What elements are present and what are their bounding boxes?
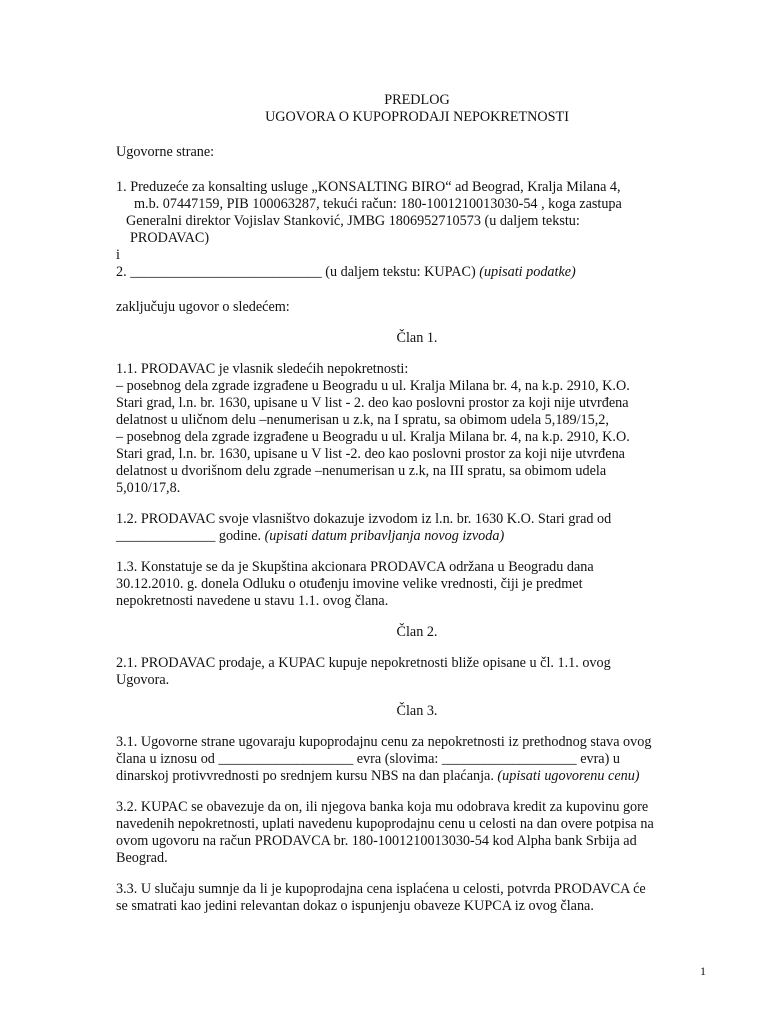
paragraph-1-3: [116, 559, 718, 610]
paragraph-3-3: [116, 881, 718, 915]
paragraph-line: 3.2. KUPAC se obavezuje da on, ili njegova banka koja mu odobrava kredit za kupovinu gore: [116, 799, 649, 815]
paragraph-line: – posebnog dela zgrade izgrađene u Beogradu u ul. Kralja Milana br. 4, na k.p. 2910, K.O.: [116, 378, 630, 394]
contract-body: [116, 92, 718, 915]
buyer-line: 2. ___________________________ (u daljem tekstu: KUPAC): [116, 264, 480, 280]
document-title-line2: UGOVORA O KUPOPRODAJI NEPOKRETNOSTI: [265, 109, 569, 125]
paragraph-line: 2.1. PRODAVAC prodaje, a KUPAC kupuje nepokretnosti bliže opisane u čl. 1.1. ovog: [116, 655, 611, 671]
paragraph-line: delatnost u uličnom delu –nenumerisan u z.k, na I spratu, sa obimom udela 5,189/15,2,: [116, 412, 609, 428]
paragraph-line: [116, 768, 718, 785]
paragraph-line: 1.3. Konstatuje se da je Skupština akcionara PRODAVCA održana u Beogradu dana: [116, 559, 594, 575]
paragraph-line: Stari grad, l.n. br. 1630, upisane u V list - 2. deo kao poslovni prostor za koji nije utvrđena: [116, 395, 629, 411]
paragraph-line: 30.12.2010. g. donela Odluku o otuđenju imovine velike vrednosti, čiji je predmet: [116, 576, 583, 592]
buyer-party: [116, 264, 718, 281]
paragraph-line: navedenih nepokretnosti, uplati navedenu kupoprodajnu cenu u celosti na dan overe potpisa na: [116, 816, 654, 832]
paragraph-line: – posebnog dela zgrade izgrađene u Beogradu u ul. Kralja Milana br. 4, na k.p. 2910, K.O.: [116, 429, 630, 445]
seller-line: PRODAVAC): [130, 230, 210, 246]
price-line: dinarskoj protivvrednosti po srednjem kursu NBS na dan plaćanja.: [116, 768, 498, 784]
paragraph-line: delatnost u dvorišnom delu zgrade –nenumerisan u z.k, na III spratu, sa obimom udela: [116, 463, 607, 479]
seller-party: [116, 179, 718, 247]
page-number: 1: [700, 964, 706, 978]
paragraph-line: Beograd.: [116, 850, 168, 866]
article-1-heading: Član 1.: [396, 330, 438, 346]
article-2-heading: Član 2.: [396, 624, 438, 640]
date-note: (upisati datum pribavljanja novog izvoda): [264, 528, 505, 544]
paragraph-line: Stari grad, l.n. br. 1630, upisane u V list -2. deo kao poslovni prostor za koji nije utvrđena: [116, 446, 625, 462]
seller-line: m.b. 07447159, PIB 100063287, tekući račun: 180-1001210013030-54 , koga zastupa: [134, 196, 622, 212]
seller-line: 1. Preduzeće za konsalting usluge „KONSALTING BIRO“ ad Beograd, Kralja Milana 4,: [116, 179, 621, 195]
paragraph-2-1: [116, 655, 718, 689]
conjunction: i: [116, 247, 120, 263]
paragraph-line: 3.1. Ugovorne strane ugovaraju kupoprodajnu cenu za nepokretnosti iz prethodnog stava ovog: [116, 734, 652, 750]
parties-heading: Ugovorne strane:: [116, 144, 215, 160]
paragraph-line: 1.2. PRODAVAC svoje vlasništvo dokazuje izvodom iz l.n. br. 1630 K.O. Stari grad od: [116, 511, 612, 527]
paragraph-1-1: [116, 361, 718, 497]
buyer-note: (upisati podatke): [479, 264, 576, 280]
paragraph-3-2: [116, 799, 718, 867]
article-3-heading: Član 3.: [396, 703, 438, 719]
paragraph-line: člana u iznosu od ___________________ evra (slovima: ___________________ evra) u: [116, 751, 620, 767]
agreement-intro: zaključuju ugovor o sledećem:: [116, 299, 290, 315]
date-blank-line: ______________ godine.: [116, 528, 265, 544]
paragraph-line: [116, 528, 718, 545]
paragraph-line: 5,010/17,8.: [116, 480, 181, 496]
paragraph-line: se smatrati kao jedini relevantan dokaz o ispunjenju obaveze KUPCA iz ovog člana.: [116, 898, 594, 914]
paragraph-line: Ugovora.: [116, 672, 170, 688]
paragraph-line: ovom ugovoru na račun PRODAVCA br. 180-1001210013030-54 kod Alpha bank Srbija ad: [116, 833, 637, 849]
paragraph-line: 1.1. PRODAVAC je vlasnik sledećih nepokretnosti:: [116, 361, 409, 377]
price-note: (upisati ugovorenu cenu): [497, 768, 640, 784]
seller-line: Generalni direktor Vojislav Stanković, JMBG 1806952710573 (u daljem tekstu:: [126, 213, 580, 229]
paragraph-3-1: [116, 734, 718, 785]
paragraph-line: nepokretnosti navedene u stavu 1.1. ovog člana.: [116, 593, 389, 609]
document-title-line1: PREDLOG: [384, 92, 450, 108]
paragraph-1-2: [116, 511, 718, 545]
paragraph-line: 3.3. U slučaju sumnje da li je kupoprodajna cena isplaćena u celosti, potvrda PRODAVCA će: [116, 881, 646, 897]
